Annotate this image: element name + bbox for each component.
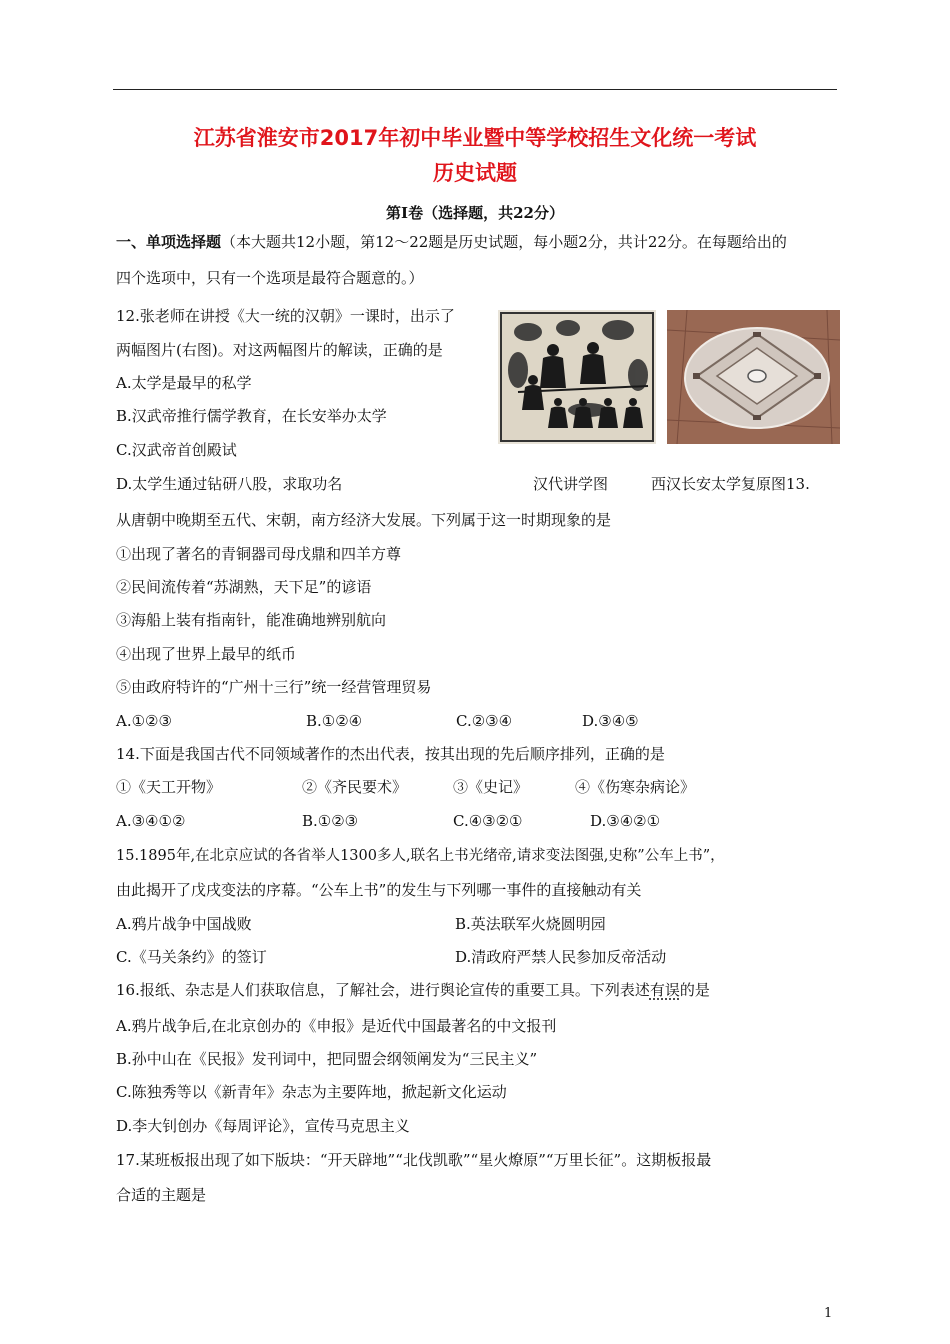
q13-item-4: ④出现了世界上最早的纸币: [116, 645, 297, 663]
caption-han-lecture: 汉代讲学图: [533, 475, 609, 493]
q16-stem-pre: 16.报纸、杂志是人们获取信息，了解社会，进行舆论宣传的重要工具。下列表述: [116, 981, 650, 999]
q17-stem-1: 17.某班板报出现了如下版块：“开天辟地”“北伐凯歌”“星火燎原”“万里长征”。这期板报最: [116, 1151, 712, 1169]
q15-stem-2: 由此揭开了戊戌变法的序幕。“公车上书”的发生与下列哪一事件的直接触动有关: [116, 881, 642, 899]
intro-line-1: [116, 232, 787, 252]
q14-option-c: C.④③②①: [453, 812, 523, 830]
header-rule: [113, 89, 837, 90]
taixue-reconstruction-image: [667, 310, 840, 444]
q14-option-d: D.③④②①: [590, 812, 661, 830]
q14-option-a: A.③④①②: [116, 812, 186, 830]
caption-taixue: 西汉长安太学复原图13.: [651, 475, 810, 493]
q16-option-b: B.孙中山在《民报》发刊词中，把同盟会纲领阐发为“三民主义”: [116, 1050, 538, 1068]
q16-stem-post: 的是: [679, 981, 710, 999]
q13-option-b: B.①②④: [306, 712, 363, 730]
q14-stem: 14.下面是我国古代不同领域著作的杰出代表，按其出现的先后顺序排列，正确的是: [116, 745, 665, 763]
q15-option-b: B.英法联军火烧圆明园: [455, 915, 606, 933]
q12-stem-2: 两幅图片(右图)。对这两幅图片的解读，正确的是: [116, 341, 443, 359]
q13-item-2: ②民间流传着“苏湖熟，天下足”的谚语: [116, 578, 372, 596]
q16-stem-emphasis: 有误: [649, 981, 680, 999]
q14-book-3: ③《史记》: [453, 778, 529, 796]
section-heading: 第Ⅰ卷（选择题，共22分）: [386, 204, 564, 222]
q16-option-c: C.陈独秀等以《新青年》杂志为主要阵地，掀起新文化运动: [116, 1083, 507, 1101]
q12-option-b: B.汉武帝推行儒学教育，在长安举办太学: [116, 407, 387, 425]
q17-stem-2: 合适的主题是: [116, 1186, 207, 1204]
q15-option-d: D.清政府严禁人民参加反帝活动: [455, 948, 667, 966]
q13-item-5: ⑤由政府特许的“广州十三行”统一经营管理贸易: [116, 678, 432, 696]
q12-stem-1: 12.张老师在讲授《大一统的汉朝》一课时，出示了: [116, 307, 455, 325]
q14-book-4: ④《伤寒杂病论》: [575, 778, 696, 796]
q14-book-1: ①《天工开物》: [116, 778, 222, 796]
q12-option-a: A.太学是最早的私学: [116, 374, 252, 392]
q16-stem: [116, 980, 710, 1000]
q13-item-3: ③海船上装有指南针，能准确地辨别航向: [116, 611, 387, 629]
q15-option-c: C.《马关条约》的签订: [116, 948, 267, 966]
exam-title: 江苏省淮安市2017年初中毕业暨中等学校招生文化统一考试: [193, 126, 757, 150]
intro-bold: 一、单项选择题: [116, 233, 222, 251]
q15-option-a: A.鸦片战争中国战败: [116, 915, 252, 933]
q16-option-a: A.鸦片战争后,在北京创办的《申报》是近代中国最著名的中文报刊: [116, 1017, 557, 1035]
exam-subtitle: 历史试题: [433, 161, 517, 185]
q15-stem-1: 15.1895年,在北京应试的各省举人1300多人,联名上书光绪帝,请求变法图强,史称”公车上书”，: [116, 848, 725, 864]
q13-option-a: A.①②③: [116, 712, 172, 730]
page-number: 1: [824, 1306, 833, 1321]
q13-item-1: ①出现了著名的青铜器司母戊鼎和四羊方尊: [116, 545, 402, 563]
q12-option-d: D.太学生通过钻研八股，求取功名: [116, 475, 343, 493]
intro-line-2: 四个选项中，只有一个选项是最符合题意的。）: [116, 269, 424, 287]
intro-text: （本大题共12小题，第12～22题是历史试题，每小题2分，共计22分。在每题给出的: [221, 233, 787, 251]
q16-option-d: D.李大钊创办《每周评论》，宣传马克思主义: [116, 1117, 410, 1135]
q12-option-c: C.汉武帝首创殿试: [116, 441, 237, 459]
han-lecture-image: [498, 310, 656, 444]
q14-book-2: ②《齐民要术》: [302, 778, 408, 796]
q13-option-d: D.③④⑤: [582, 712, 639, 730]
q13-option-c: C.②③④: [456, 712, 513, 730]
q13-stem: 从唐朝中晚期至五代、宋朝，南方经济大发展。下列属于这一时期现象的是: [116, 511, 612, 529]
q14-option-b: B.①②③: [302, 812, 359, 830]
